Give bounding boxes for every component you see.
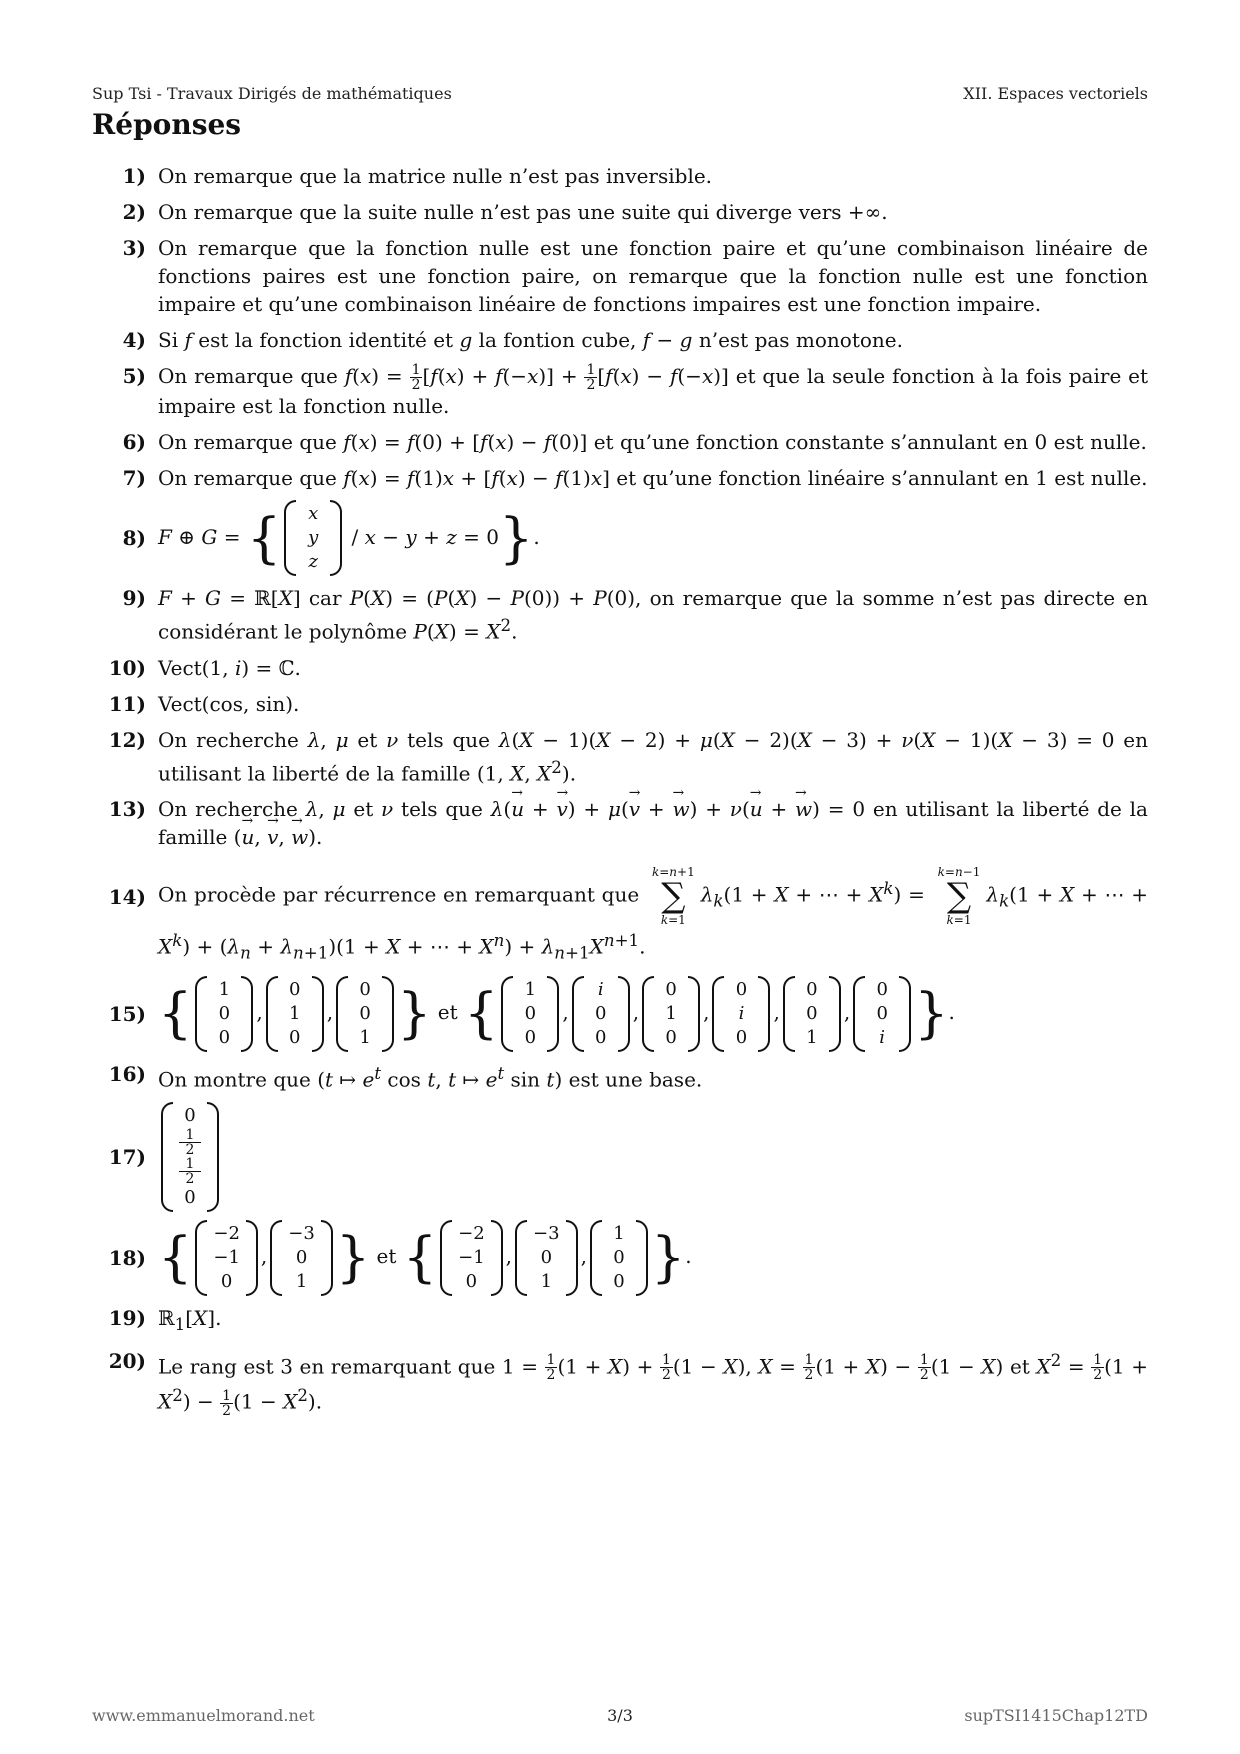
- header-chapter: XII. Espaces vectoriels: [963, 84, 1148, 103]
- answer-text: On remarque que f(x) = f(0) + [f(x) − f(0)] et qu’une fonction constante s’annulant en 0 est nulle.: [158, 430, 1147, 454]
- answer-item: [92, 1102, 1148, 1212]
- answer-number: 17): [108, 1144, 146, 1169]
- answer-item: [92, 1060, 1148, 1094]
- answer-number: 14): [108, 885, 146, 910]
- answer-item: [92, 654, 1148, 682]
- answer-text: { 1 0 0 , 0 1 0 , 0 0 1 } et { 1 0 0 , i 0 0 , 0 1 0 , 0 i 0 , 0 0 1 , 0 0 i }.: [158, 976, 1148, 1052]
- answer-text: F + G = ℝ[X] car P(X) = (P(X) − P(0)) + P(0), on remarque que la somme n’est pas directe en considérant le polynôme $P(X) = X^2$.: [158, 586, 1149, 644]
- answer-number: 7): [122, 466, 146, 490]
- answer-text: On recherche λ, μ et ν tels que λ(→ u + → v) + μ(→ v + → w) + ν(→ u + → w) = 0 en utilisant la liberté de la famille (→ u, → v, → w).: [158, 795, 1148, 851]
- answer-text: On remarque que f(x) = f(1)x + [f(x) − f(1)x] et qu’une fonction linéaire s’annulant en 1 est nulle.: [158, 466, 1148, 490]
- answer-text: F ⊕ G = { x y z / x − y + z = 0}.: [158, 500, 1148, 576]
- answer-number: 15): [108, 1001, 146, 1026]
- answer-number: 2): [122, 200, 146, 224]
- answer-text: On remarque que f(x) = $\frac{1}{2}$ [f(x) + f(−x)] + $\frac{1}{2}$ [f(x) − f(−x)] et que la seule fonction à la fois paire et impaire est la fonction nulle.: [158, 362, 1149, 418]
- answer-number: 12): [108, 727, 146, 752]
- answer-number: 4): [122, 328, 146, 352]
- answer-number: 16): [108, 1061, 146, 1086]
- answer-number: 19): [108, 1305, 146, 1330]
- answer-text: On remarque que la matrice nulle n’est pas inversible.: [158, 164, 713, 188]
- answer-item: [92, 326, 1148, 354]
- footer-page-number: 3/3: [607, 1706, 633, 1725]
- answer-text: Le rang est 3 en remarquant que 1 = $\frac{1}{2}$ (1 + X) + $\frac{1}{2}$ (1 − X), X = $\frac{1}{2}$ (1 + X) − $\frac{1}{2}$ (1 − X) et $X^2$ = $\frac{1}{2}$ $(1 + X^2)$ − $\frac{1}{2}$ $(1 - X^2)$.: [158, 1350, 1148, 1419]
- answer-text: Vect(cos, sin).: [158, 691, 300, 716]
- answer-text: On remarque que la fonction nulle est une fonction paire et qu’une combinaison linéaire de fonctions paires est une fonction paire, on remarque que la fonction nulle est une fonction impaire et qu’une combinaison linéaire de fonctions impaires est une fonction impaire.: [158, 236, 1148, 316]
- answer-number: 20): [108, 1348, 146, 1373]
- answer-number: 18): [108, 1245, 146, 1270]
- answer-text: On recherche λ, μ et ν tels que λ(X − 1)(X − 2) + μ(X − 2)(X − 3) + ν(X − 1)(X − 3) = 0 en utilisant la liberté de la famille (1, X, $X^2$).: [158, 727, 1149, 786]
- answer-item: [92, 1304, 1148, 1339]
- answer-item: [92, 976, 1148, 1052]
- answer-item: [92, 234, 1148, 318]
- answer-text: Vect(1, i) = ℂ.: [158, 655, 301, 680]
- answer-item: [92, 500, 1148, 576]
- page-title: Réponses: [92, 108, 242, 141]
- answer-text: On remarque que la suite nulle n’est pas une suite qui diverge vers +∞.: [158, 200, 888, 224]
- footer-website: www.emmanuelmorand.net: [92, 1706, 315, 1725]
- answer-item: [92, 865, 1148, 968]
- answer-item: [92, 362, 1148, 420]
- answer-item: [92, 795, 1148, 851]
- answer-item: [92, 428, 1148, 456]
- answer-item: [92, 162, 1148, 190]
- answer-text: ℝ$_1$[X].: [158, 1305, 222, 1334]
- footer-document-id: supTSI1415Chap12TD: [964, 1706, 1148, 1725]
- answer-text: { −2 −1 0 , −3 0 1 } et { −2 −1 0 , −3 0 1 , 1 0 0 }.: [158, 1220, 1148, 1296]
- answer-number: 9): [122, 586, 146, 610]
- answers-list: [92, 162, 1148, 1426]
- answer-item: [92, 1347, 1148, 1418]
- answer-item: [92, 198, 1148, 226]
- answer-number: 13): [108, 797, 146, 822]
- answer-item: [92, 464, 1148, 492]
- page-header: [92, 84, 1148, 108]
- header-course: Sup Tsi - Travaux Dirigés de mathématiques: [92, 84, 452, 103]
- answer-number: 10): [108, 655, 146, 680]
- answer-item: [92, 690, 1148, 718]
- answer-number: 6): [122, 430, 146, 454]
- answer-number: 1): [122, 164, 146, 188]
- answer-number: 5): [122, 364, 146, 388]
- answer-number: 3): [122, 236, 146, 260]
- answer-number: 8): [122, 526, 146, 550]
- answer-item: [92, 584, 1148, 646]
- answer-item: [92, 1220, 1148, 1296]
- answer-text: On montre que (t ↦ $e^t$ cos t, t ↦ $e^t$ sin t) est une base.: [158, 1063, 703, 1092]
- answer-number: 11): [108, 691, 146, 716]
- answer-text: On procède par récurrence en remarquant que k=n+1 ∑ k=1 $\lambda_k(1 + X$ + ⋯ + $X^k$) = k=n−1 ∑ k=1 $\lambda_k(1 + X$ + ⋯ + $X^k) + (\lambda_n + \lambda_{n+1})(1 + X$ + ⋯ + $X^n) + \lambda_{n+1}X^{n+1}$.: [158, 865, 1149, 963]
- answer-item: [92, 726, 1148, 788]
- answer-text: Si f est la fonction identité et g la fontion cube, f − g n’est pas monotone.: [158, 328, 904, 352]
- answer-text: 0 $\frac{1}{2}$ $\frac{1}{2}$ 0: [158, 1102, 1148, 1212]
